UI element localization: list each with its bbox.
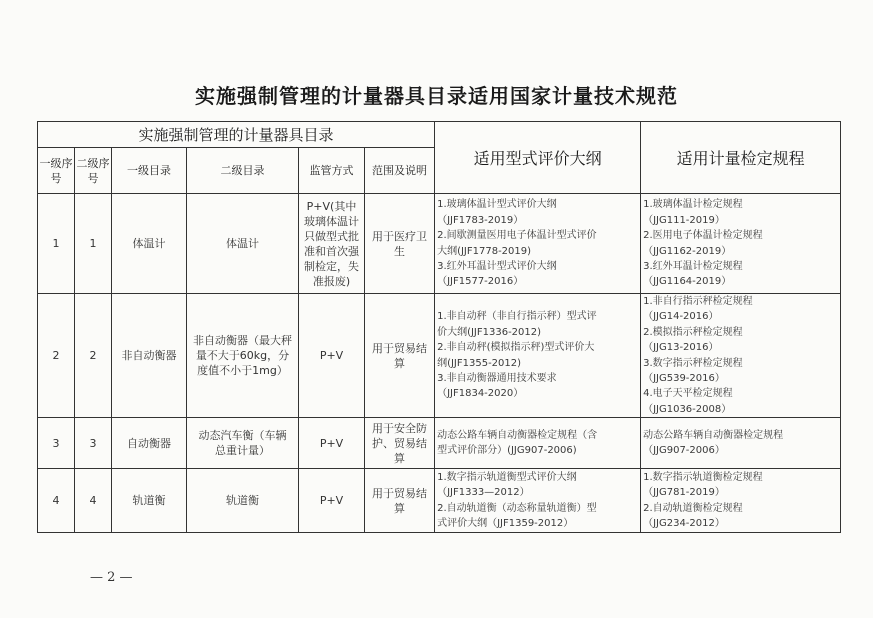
table-row	[38, 194, 841, 294]
header-lvl1-no: 一级序号	[38, 148, 75, 194]
verif-line: 3.数字指示秤检定规程	[643, 357, 743, 369]
cell-type-eval	[435, 294, 641, 418]
type-eval-line: 1.数字指示轨道衡型式评价大纲	[437, 471, 577, 483]
verif-line: 2.模拟指示秤检定规程	[643, 326, 743, 338]
header-scope: 范围及说明	[365, 148, 435, 194]
verif-line: （JJG1036-2008）	[643, 403, 732, 415]
verif-line: 4.电子天平检定规程	[643, 388, 733, 400]
type-eval-line: （JJF1333—2012）	[437, 487, 530, 499]
cell-type-eval	[435, 194, 641, 294]
cell-lvl1-cat: 轨道衡	[112, 469, 187, 533]
cell-scope: 用于贸易结算	[365, 469, 435, 533]
verif-line: （JJG1162-2019）	[643, 245, 732, 257]
cell-lvl2-cat: 体温计	[187, 194, 299, 294]
verif-line: （JJG539-2016）	[643, 373, 725, 385]
cell-lvl1-cat: 非自动衡器	[112, 294, 187, 418]
verif-line: （JJG14-2016）	[643, 311, 719, 323]
cell-lvl2-cat: 轨道衡	[187, 469, 299, 533]
table-row	[38, 418, 841, 469]
cell-lvl1-cat: 体温计	[112, 194, 187, 294]
cell-type-eval	[435, 418, 641, 469]
cell-type-eval	[435, 469, 641, 533]
verif-line: （JJG13-2016）	[643, 342, 719, 354]
header-lvl2-no: 二级序号	[75, 148, 112, 194]
cell-supervision: P+V	[299, 469, 365, 533]
col-header-verification: 适用计量检定规程	[641, 122, 841, 194]
page-number: — 2 —	[90, 570, 133, 585]
table-row	[38, 294, 841, 418]
cell-lvl1-cat: 自动衡器	[112, 418, 187, 469]
type-eval-line: 2.间歇测量医用电子体温计型式评价	[437, 230, 597, 242]
header-supervision: 监管方式	[299, 148, 365, 194]
cell-lvl1-no: 3	[38, 418, 75, 469]
cell-lvl1-no: 1	[38, 194, 75, 294]
type-eval-line: （JJF1783-2019）	[437, 214, 524, 226]
cell-supervision: P+V	[299, 418, 365, 469]
verif-line: （JJG781-2019）	[643, 487, 725, 499]
type-eval-line: 2.非自动秤(模拟指示秤)型式评价大	[437, 342, 595, 354]
type-eval-line: 价大纲(JJF1336-2012)	[437, 326, 542, 338]
type-eval-line: 3.非自动衡器通用技术要求	[437, 373, 557, 385]
type-eval-line: 1.非自动秤（非自行指示秤）型式评	[437, 311, 597, 323]
cell-scope: 用于医疗卫生	[365, 194, 435, 294]
table-row	[38, 469, 841, 533]
type-eval-line: 1.玻璃体温计型式评价大纲	[437, 199, 557, 211]
verif-line: 2.自动轨道衡检定规程	[643, 502, 743, 514]
verif-line: 2.医用电子体温计检定规程	[643, 230, 763, 242]
verif-line: 动态公路车辆自动衡器检定规程	[643, 429, 784, 441]
cell-lvl1-no: 4	[38, 469, 75, 533]
cell-supervision: P+V	[299, 294, 365, 418]
verif-line: 1.数字指示轨道衡检定规程	[643, 471, 763, 483]
col-header-type-eval: 适用型式评价大纲	[435, 122, 641, 194]
cell-lvl2-no: 3	[75, 418, 112, 469]
cell-lvl2-no: 1	[75, 194, 112, 294]
type-eval-line: 2.自动轨道衡（动态称量轨道衡）型	[437, 502, 597, 514]
cell-lvl2-no: 4	[75, 469, 112, 533]
cell-verification	[641, 418, 841, 469]
header-lvl2-cat: 二级目录	[187, 148, 299, 194]
verif-line: 1.玻璃体温计检定规程	[643, 199, 743, 211]
type-eval-line: 型式评价部分）(JJG907-2006)	[437, 445, 577, 457]
type-eval-line: 式评价大纲（JJF1359-2012）	[437, 518, 574, 530]
verif-line: 3.红外耳温计检定规程	[643, 260, 743, 272]
header-lvl1-cat: 一级目录	[112, 148, 187, 194]
cell-lvl2-cat: 非自动衡器（最大秤量不大于60kg，分度值不小于1mg）	[187, 294, 299, 418]
type-eval-line: （JJF1834-2020）	[437, 388, 524, 400]
cell-lvl2-cat: 动态汽车衡（车辆总重计量）	[187, 418, 299, 469]
cell-scope: 用于贸易结算	[365, 294, 435, 418]
cell-verification	[641, 294, 841, 418]
verif-line: 1.非自行指示秤检定规程	[643, 296, 753, 307]
verif-line: （JJG907-2006）	[643, 445, 725, 457]
type-eval-line: 3.红外耳温计型式评价大纲	[437, 260, 557, 272]
type-eval-line: （JJF1577-2016）	[437, 276, 524, 288]
cell-lvl1-no: 2	[38, 294, 75, 418]
cell-supervision: P+V(其中玻璃体温计只做型式批准和首次强制检定，失准报废)	[299, 194, 365, 294]
verif-line: （JJG1164-2019）	[643, 276, 732, 288]
verif-line: （JJG111-2019）	[643, 214, 725, 226]
page-title: 实施强制管理的计量器具目录适用国家计量技术规范	[195, 84, 678, 108]
cell-scope: 用于安全防护、贸易结算	[365, 418, 435, 469]
cell-lvl2-no: 2	[75, 294, 112, 418]
type-eval-line: 大纲(JJF1778-2019)	[437, 245, 532, 257]
group-header: 实施强制管理的计量器具目录	[38, 122, 435, 148]
verif-line: （JJG234-2012）	[643, 518, 725, 530]
type-eval-line: 纲(JJF1355-2012)	[437, 357, 522, 369]
cell-verification	[641, 194, 841, 294]
type-eval-line: 动态公路车辆自动衡器检定规程（含	[437, 429, 598, 441]
cell-verification	[641, 469, 841, 533]
catalog-table	[37, 121, 841, 533]
